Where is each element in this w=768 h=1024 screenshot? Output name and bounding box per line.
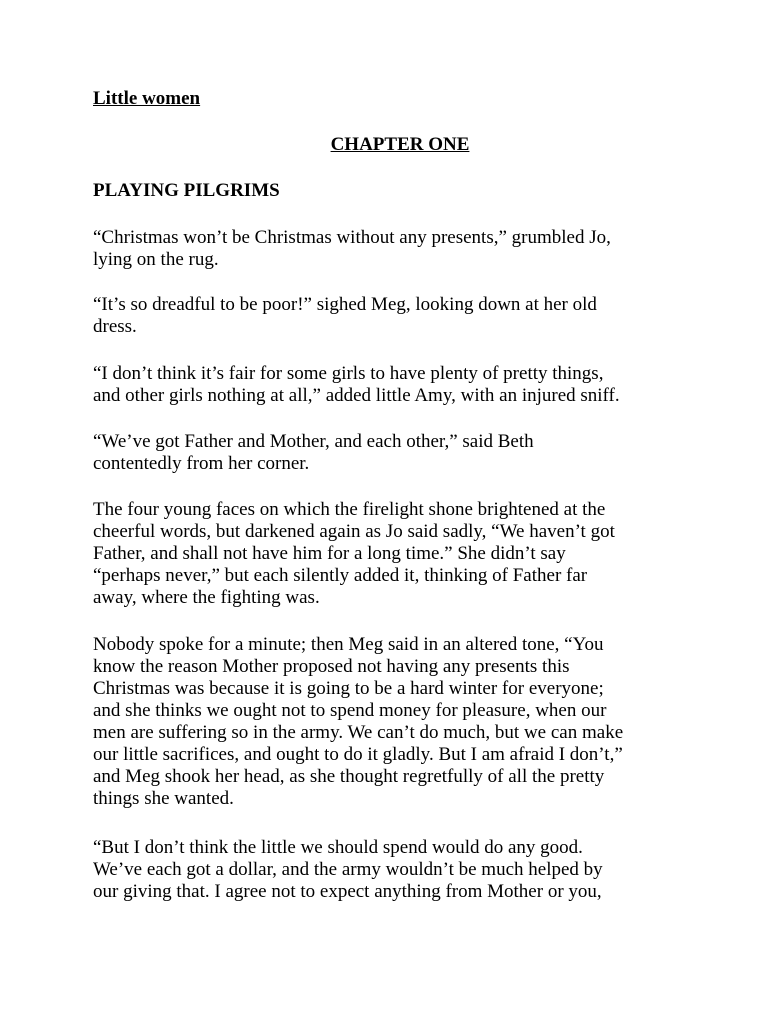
document-title: Little women bbox=[93, 88, 201, 109]
text-line: “But I don’t think the little we should spend would do any good. bbox=[93, 837, 583, 858]
text-line: lying on the rug. bbox=[93, 249, 219, 270]
text-line: “We’ve got Father and Mother, and each other,” said Beth bbox=[93, 431, 534, 452]
text-line: Nobody spoke for a minute; then Meg said in an altered tone, “You bbox=[93, 634, 604, 655]
paragraph bbox=[93, 837, 693, 903]
paragraph bbox=[93, 634, 693, 810]
text-line: contentedly from her corner. bbox=[93, 453, 310, 474]
text-line: We’ve each got a dollar, and the army wouldn’t be much helped by bbox=[93, 859, 603, 880]
text-line: The four young faces on which the firelight shone brightened at the bbox=[93, 499, 606, 520]
paragraph bbox=[93, 431, 693, 475]
text-line: our little sacrifices, and ought to do it gladly. But I am afraid I don’t,” bbox=[93, 744, 623, 765]
paragraph bbox=[93, 363, 693, 407]
text-line: “Christmas won’t be Christmas without any presents,” grumbled Jo, bbox=[93, 227, 611, 248]
text-line: our giving that. I agree not to expect anything from Mother or you, bbox=[93, 881, 602, 902]
text-line: Christmas was because it is going to be a hard winter for everyone; bbox=[93, 678, 604, 699]
text-line: dress. bbox=[93, 316, 137, 337]
text-line: and other girls nothing at all,” added little Amy, with an injured sniff. bbox=[93, 385, 620, 406]
paragraph bbox=[93, 294, 693, 338]
paragraph bbox=[93, 499, 693, 609]
text-line: away, where the fighting was. bbox=[93, 587, 320, 608]
chapter-heading: CHAPTER ONE bbox=[330, 134, 470, 155]
text-line: and she thinks we ought not to spend money for pleasure, when our bbox=[93, 700, 607, 721]
text-line: and Meg shook her head, as she thought regretfully of all the pretty bbox=[93, 766, 605, 787]
section-heading: PLAYING PILGRIMS bbox=[93, 180, 280, 201]
paragraph bbox=[93, 227, 693, 271]
text-line: things she wanted. bbox=[93, 788, 234, 809]
text-line: Father, and shall not have him for a long time.” She didn’t say bbox=[93, 543, 566, 564]
text-line: “It’s so dreadful to be poor!” sighed Meg, looking down at her old bbox=[93, 294, 597, 315]
text-line: know the reason Mother proposed not having any presents this bbox=[93, 656, 570, 677]
text-line: “I don’t think it’s fair for some girls to have plenty of pretty things, bbox=[93, 363, 604, 384]
text-line: cheerful words, but darkened again as Jo said sadly, “We haven’t got bbox=[93, 521, 615, 542]
text-line: “perhaps never,” but each silently added it, thinking of Father far bbox=[93, 565, 588, 586]
text-line: men are suffering so in the army. We can’t do much, but we can make bbox=[93, 722, 624, 743]
